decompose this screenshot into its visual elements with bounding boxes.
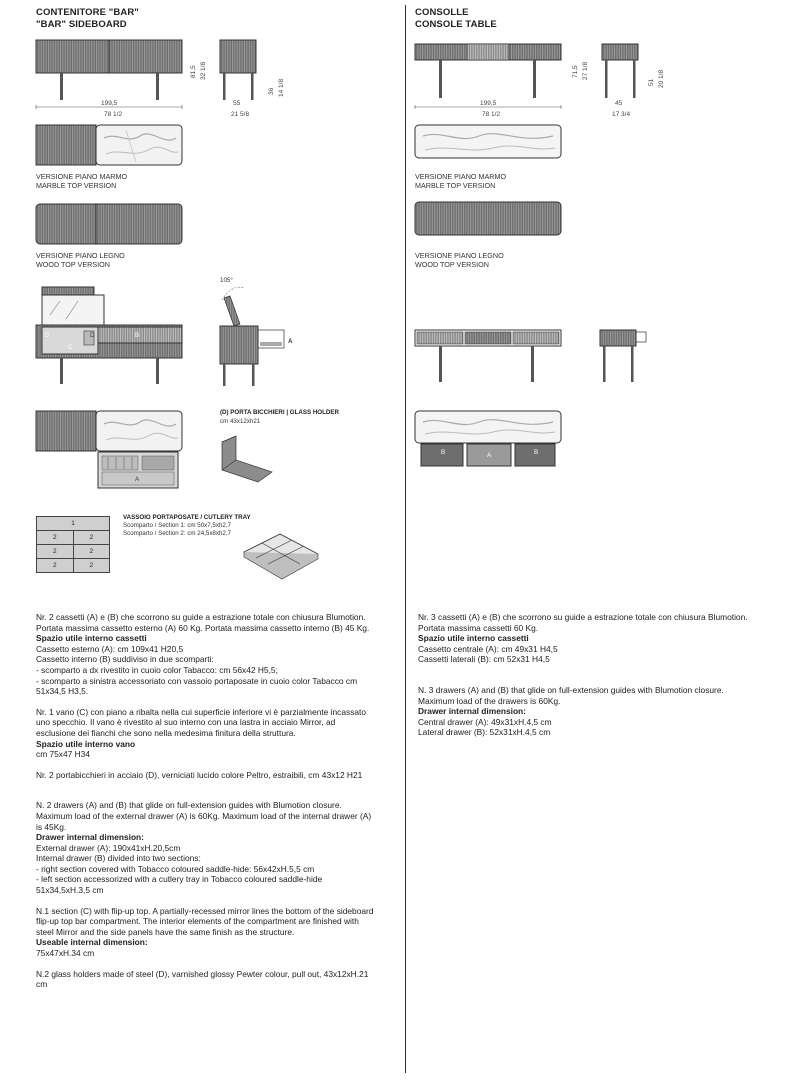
- console-depth-cm: 45: [615, 100, 623, 107]
- sideboard-front-view: [36, 38, 186, 102]
- sb-p1-l1: Cassetto esterno (A): cm 109x41 H20,5: [36, 643, 184, 654]
- tray-cell-2: 2: [37, 559, 74, 573]
- sb-p4-head: Drawer internal dimension:: [36, 832, 144, 843]
- sb-p4-l4: - left section accessorized with a cutlery tray in Tobacco coloured saddle-hide 51x34,5xH.3,5 cm: [36, 874, 323, 896]
- sideboard-side-view: [220, 38, 260, 102]
- open-label-b: B: [135, 332, 140, 339]
- cn-p1-l1: Cassetto centrale (A): cm 49x31 H4,5: [418, 643, 558, 654]
- sb-p4: N. 2 drawers (A) and (B) that glide on full-extension guides with Blumotion closure.: [36, 800, 342, 811]
- tray-cell-2: 2: [73, 545, 110, 559]
- tray-title: VASSOIO PORTAPOSATE / CUTLERY TRAY: [123, 514, 251, 521]
- glass-holder-title: (D) PORTA BICCHIERI | GLASS HOLDER: [220, 409, 339, 416]
- sideboard-wood-caption-en: WOOD TOP VERSION: [36, 260, 110, 269]
- sideboard-leg-cm: 36: [268, 87, 275, 95]
- console-marble-caption-en: MARBLE TOP VERSION: [415, 181, 496, 190]
- sideboard-height-in: 32 1/8: [200, 61, 207, 80]
- console-leg-cm: 51: [648, 78, 655, 86]
- cn-p2-head: Drawer internal dimension:: [418, 706, 526, 717]
- console-drawers-front: [415, 328, 565, 384]
- sideboard-description: [36, 612, 376, 990]
- sideboard-marble-top: [36, 124, 186, 168]
- cn-p2b: Maximum load of the drawers is 60Kg.: [418, 695, 561, 706]
- sb-p4-l3: - right section covered with Tobacco coloured saddle-hide: 56x42xH.5,5 cm: [36, 863, 315, 874]
- console-front-view: [415, 42, 565, 102]
- console-label-b2: B: [534, 449, 539, 456]
- console-leg-in: 20 1/8: [658, 69, 665, 88]
- sideboard-title-en: "BAR" SIDEBOARD: [36, 19, 127, 30]
- open-label-d2: D: [90, 332, 95, 339]
- tray-cell-2: 2: [73, 531, 110, 545]
- sb-p1-l3: - scomparto a dx rivestito in cuoio color Tabacco: cm 56x42 H5,5;: [36, 664, 278, 675]
- sb-p1-l4: - scomparto a sinistra accessoriato con vassoio portaposate in cuoio color Tabacco cm 51x34,5 H3,5.: [36, 675, 358, 697]
- console-description: [418, 612, 758, 738]
- sb-p1: Nr. 2 cassetti (A) e (B) che scorrono su guide a estrazione totale con chiusura Blumotion.: [36, 612, 366, 622]
- sb-p4b: Maximum load of the external drawer (A) is 60Kg. Maximum load of the internal drawer (A) is 45Kg.: [36, 810, 372, 832]
- sideboard-depth-in: 21 5/8: [231, 111, 250, 118]
- glass-holder-drawing: [218, 432, 276, 484]
- sideboard-title-it: CONTENITORE "BAR": [36, 7, 139, 18]
- sb-p1-head: Spazio utile interno cassetti: [36, 633, 147, 644]
- console-marble-top: [415, 124, 565, 160]
- open-label-d1: D: [45, 332, 50, 339]
- console-wood-caption-en: WOOD TOP VERSION: [415, 260, 489, 269]
- cn-p1-l2: Cassetti laterali (B): cm 52x31 H4,5: [418, 654, 550, 665]
- sideboard-section-view: [218, 280, 298, 388]
- console-label-a: A: [487, 452, 492, 459]
- sb-p5: N.1 section (C) with flip-up top. A partially-recessed mirror lines the bottom of the sideboard flip-up top bar compartment. The interior elements of the compartment are finished with steel Mirror and the side panels have the same finish as the structure.: [36, 905, 374, 937]
- console-label-b1: B: [441, 449, 446, 456]
- console-width-cm: 199,5: [480, 100, 497, 107]
- tray-cell-2: 2: [37, 531, 74, 545]
- cn-p1b: Portata massima cassetti 60 Kg.: [418, 622, 539, 633]
- cn-p2-l1: Central drawer (A): 49x31xH.4,5 cm: [418, 716, 552, 727]
- sideboard-marble-caption-it: VERSIONE PIANO MARMO: [36, 172, 128, 181]
- tray-section-2: Scomparto / Section 2: cm 24,5x8xh2,7: [123, 530, 231, 537]
- sb-p2-l1: cm 75x47 H34: [36, 749, 90, 760]
- sb-p5-l1: 75x47xH.34 cm: [36, 948, 95, 959]
- console-wood-top: [415, 201, 565, 237]
- tray-cell-1: 1: [37, 517, 110, 531]
- sideboard-marble-caption-en: MARBLE TOP VERSION: [36, 181, 117, 190]
- cn-p2: N. 3 drawers (A) and (B) that glide on full-extension guides with Blumotion closure.: [418, 684, 724, 695]
- sideboard-open-bar-view: [36, 285, 188, 387]
- console-wood-caption-it: VERSIONE PIANO LEGNO: [415, 251, 504, 260]
- drawer-label-a: A: [135, 476, 140, 483]
- sb-p4-l1: External drawer (A): 190x41xH.20,5cm: [36, 842, 181, 853]
- sb-p3: Nr. 2 portabicchieri in acciaio (D), verniciati lucido colore Peltro, estraibili, cm 43x12 H21: [36, 769, 363, 780]
- tray-section-1: Scomparto / Section 1: cm 50x7,5xh2,7: [123, 522, 231, 529]
- sideboard-leg-in: 14 1/8: [278, 78, 285, 97]
- sb-p2: Nr. 1 vano (C) con piano a ribalta nella cui superficie inferiore vi è parzialmente incassato uno specchio. Il vano è rivestito al suo interno con una lastra in acciaio Mirror, ad esclusione dei fianchi che sono nella medesima finitura della struttura.: [36, 706, 367, 738]
- tray-cell-2: 2: [37, 545, 74, 559]
- console-open-drawers: [415, 410, 565, 470]
- sideboard-depth-cm: 55: [233, 100, 241, 107]
- console-depth-in: 17 3/4: [612, 111, 631, 118]
- sideboard-width-in: 78 1/2: [104, 111, 123, 118]
- sb-p4-l2: Internal drawer (B) divided into two sections:: [36, 853, 201, 864]
- sb-p5-head: Useable internal dimension:: [36, 937, 148, 948]
- console-title-en: CONSOLE TABLE: [415, 19, 497, 30]
- console-height-cm: 71,5: [572, 65, 579, 78]
- console-side-view: [602, 42, 642, 102]
- cn-p1-head: Spazio utile interno cassetti: [418, 633, 529, 644]
- sideboard-wood-caption-it: VERSIONE PIANO LEGNO: [36, 251, 125, 260]
- cn-p1: Nr. 3 cassetti (A) e (B) che scorrono su guide a estrazione totale con chiusura Blumotion.: [418, 612, 748, 622]
- sb-p6: N.2 glass holders made of steel (D), varnished glossy Pewter colour, pull out, 43x12xH.21 cm: [36, 968, 369, 990]
- sideboard-wood-top: [36, 203, 186, 247]
- cutlery-tray-drawing: [240, 530, 322, 582]
- sideboard-height-cm: 81,5: [190, 65, 197, 78]
- open-label-c: C: [68, 344, 73, 351]
- console-marble-caption-it: VERSIONE PIANO MARMO: [415, 172, 507, 181]
- flap-angle: 105°: [220, 277, 233, 284]
- tray-cell-2: 2: [73, 559, 110, 573]
- console-title-it: CONSOLLE: [415, 7, 469, 18]
- glass-holder-size: cm 43x12xh21: [220, 418, 261, 425]
- console-height-in: 27 1/8: [582, 61, 589, 80]
- console-drawer-side: [598, 328, 652, 384]
- cutlery-tray-grid: [36, 516, 110, 573]
- sb-p1-l2: Cassetto interno (B) suddiviso in due scomparti:: [36, 654, 214, 665]
- console-width-in: 78 1/2: [482, 111, 501, 118]
- column-divider: [405, 5, 406, 1073]
- section-label-a: A: [288, 338, 293, 345]
- sideboard-open-drawer-view: [36, 410, 186, 490]
- sb-p2-head: Spazio utile interno vano: [36, 738, 136, 749]
- sideboard-width-cm: 199,5: [101, 100, 118, 107]
- sb-p1b: Portata massima cassetto esterno (A) 60 Kg. Portata massima cassetto interno (B) 45 Kg.: [36, 622, 370, 633]
- cn-p2-l2: Lateral drawer (B): 52x31xH.4,5 cm: [418, 727, 551, 738]
